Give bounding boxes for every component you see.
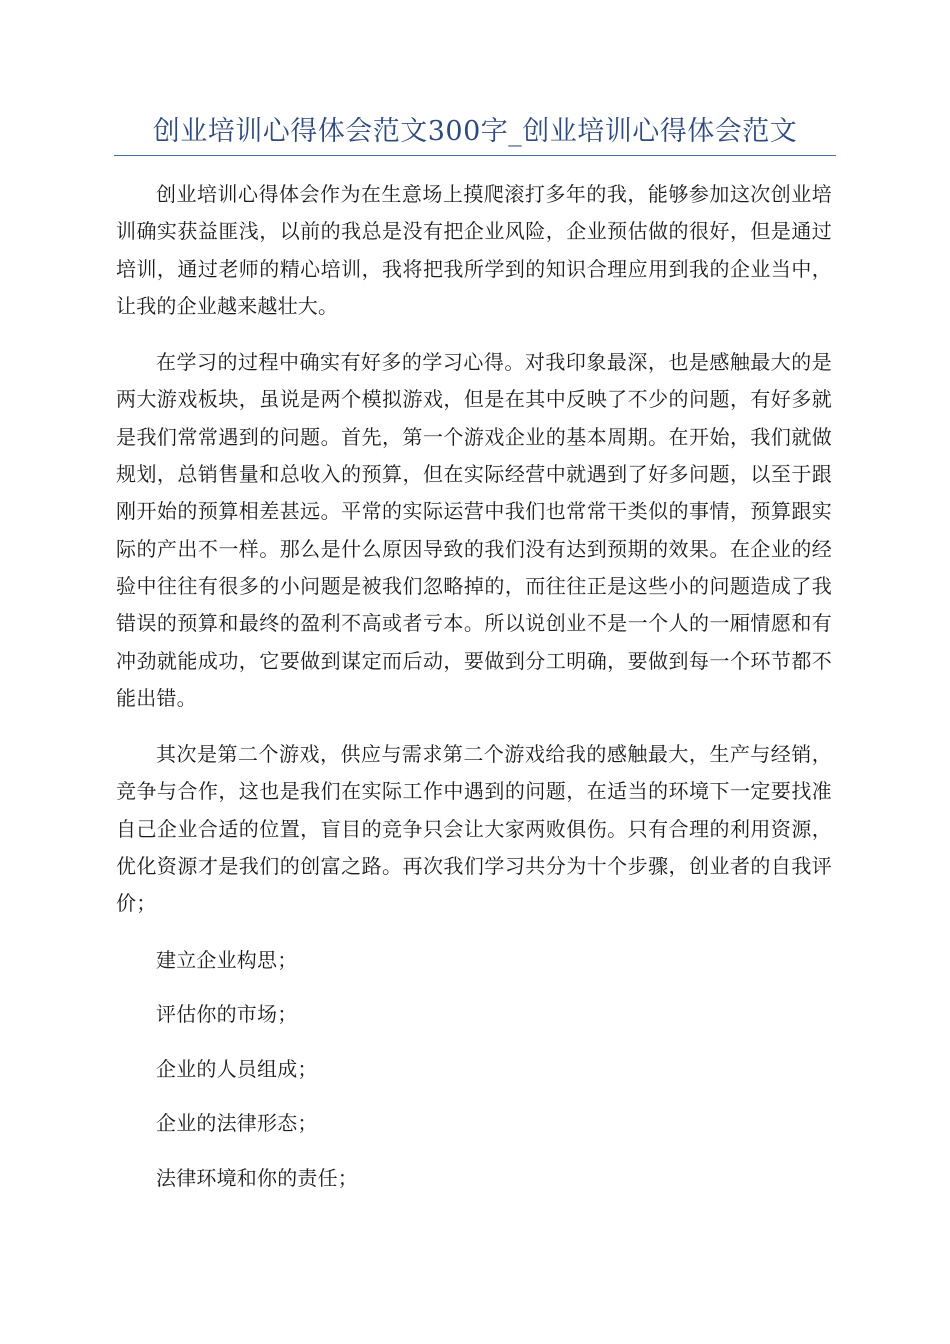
list-item: 企业的法律形态； xyxy=(156,1111,318,1136)
list-item: 评估你的市场； xyxy=(156,1002,298,1027)
paragraph: 在学习的过程中确实有好多的学习心得。对我印象最深，也是感触最大的是两大游戏板块，虽说是两个模拟游戏，但是在其中反映了不少的问题，有好多就是我们常常遇到的问题。首先，第一个游戏企业的基本周期。在开始，我们就做规划，总销售量和总收入的预算，但在实际经营中就遇到了好多问题，以至于跟刚开始的预算相差甚远。平常的实际运营中我们也常常干类似的事情，预算跟实际的产出不一样。那么是什么原因导致的我们没有达到预期的效果。在企业的经验中往往有很多的小问题是被我们忽略掉的，而往往正是这些小的问题造成了我错误的预算和最终的盈利不高或者亏本。所以说创业不是一个人的一厢情愿和有冲劲就能成功，它要做到谋定而后动，要做到分工明确，要做到每一个环节都不能出错。 xyxy=(116,350,832,710)
list-item: 法律环境和你的责任； xyxy=(156,1165,358,1190)
list-item: 企业的人员组成； xyxy=(156,1056,318,1081)
paragraph: 创业培训心得体会作为在生意场上摸爬滚打多年的我，能够参加这次创业培训确实获益匪浅，以前的我总是没有把企业风险，企业预估做的很好，但是通过培训，通过老师的精心培训，我将把我所学到的知识合理应用到我的企业当中，让我的企业越来越壮大。 xyxy=(116,182,832,318)
document-body xyxy=(116,176,832,1214)
title-underline xyxy=(114,155,836,156)
paragraph: 其次是第二个游戏，供应与需求第二个游戏给我的感触最大，生产与经销，竞争与合作，这也是我们在实际工作中遇到的问题，在适当的环境下一定要找准自己企业合适的位置，盲目的竞争只会让大家两败俱伤。只有合理的利用资源，优化资源才是我们的创富之路。再次我们学习共分为十个步骤，创业者的自我评价； xyxy=(116,742,832,916)
document-title: 创业培训心得体会范文300字_创业培训心得体会范文 xyxy=(152,116,798,147)
list-item: 建立企业构思； xyxy=(156,947,298,972)
